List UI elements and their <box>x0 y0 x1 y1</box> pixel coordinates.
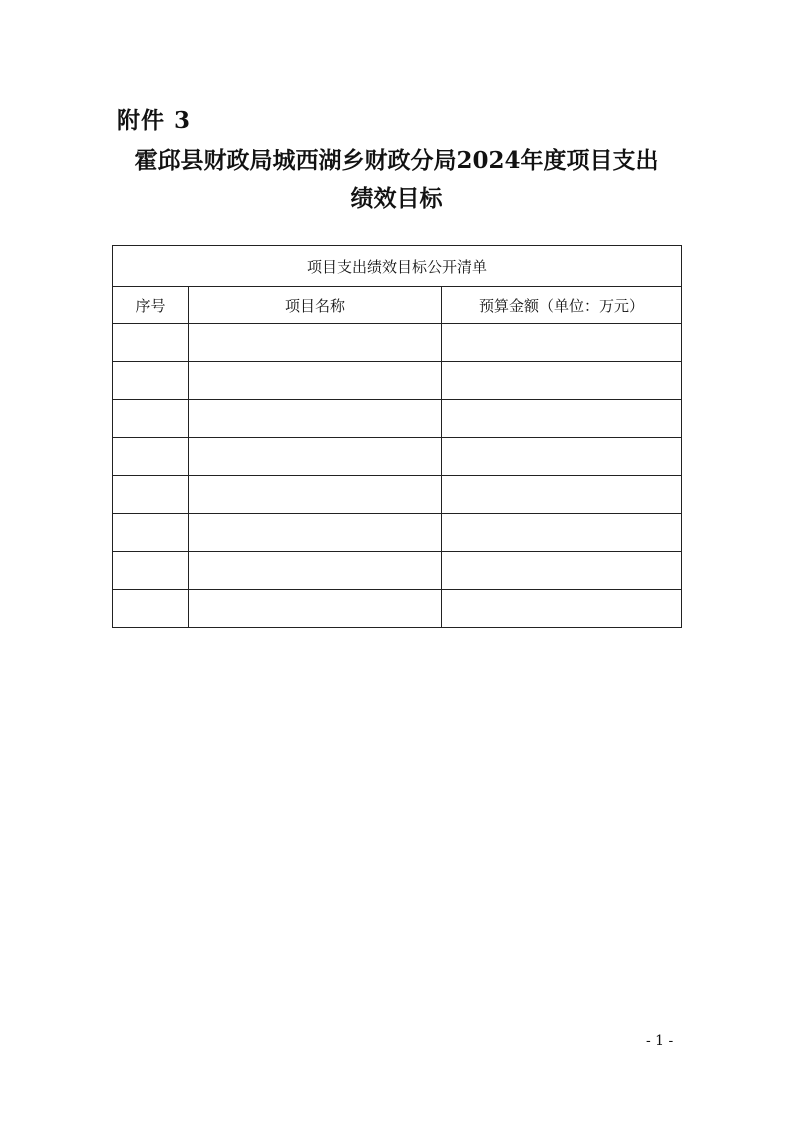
cell-seq <box>113 514 189 552</box>
document-title-line-2: 绩效目标 <box>350 185 443 212</box>
cell-name <box>189 476 442 514</box>
table-caption: 项目支出绩效目标公开清单 <box>113 246 682 287</box>
table-caption-row <box>113 246 682 287</box>
cell-budget <box>442 362 682 400</box>
cell-seq <box>113 362 189 400</box>
cell-name <box>189 362 442 400</box>
cell-budget <box>442 324 682 362</box>
cell-seq <box>113 476 189 514</box>
cell-seq <box>113 438 189 476</box>
cell-name <box>189 324 442 362</box>
page-number: - 1 - <box>646 1033 674 1049</box>
table-row <box>113 476 682 514</box>
cell-name <box>189 514 442 552</box>
cell-budget <box>442 400 682 438</box>
attachment-label: 附件 3 <box>117 107 192 134</box>
document-title-line-1: 霍邱县财政局城西湖乡财政分局2024年度项目支出 <box>134 147 659 174</box>
cell-seq <box>113 590 189 628</box>
table-row <box>113 400 682 438</box>
cell-budget <box>442 590 682 628</box>
cell-name <box>189 438 442 476</box>
cell-name <box>189 400 442 438</box>
table-row <box>113 324 682 362</box>
cell-seq <box>113 324 189 362</box>
table-row <box>113 438 682 476</box>
cell-budget <box>442 552 682 590</box>
cell-budget <box>442 514 682 552</box>
table-row <box>113 552 682 590</box>
cell-seq <box>113 552 189 590</box>
table-row <box>113 590 682 628</box>
table-row <box>113 514 682 552</box>
column-header-budget: 预算金额（单位：万元） <box>442 287 682 324</box>
table-row <box>113 362 682 400</box>
cell-budget <box>442 476 682 514</box>
column-header-seq: 序号 <box>113 287 189 324</box>
performance-goals-table <box>112 245 682 628</box>
table-header-row <box>113 287 682 324</box>
cell-budget <box>442 438 682 476</box>
cell-seq <box>113 400 189 438</box>
cell-name <box>189 590 442 628</box>
column-header-name: 项目名称 <box>189 287 442 324</box>
cell-name <box>189 552 442 590</box>
